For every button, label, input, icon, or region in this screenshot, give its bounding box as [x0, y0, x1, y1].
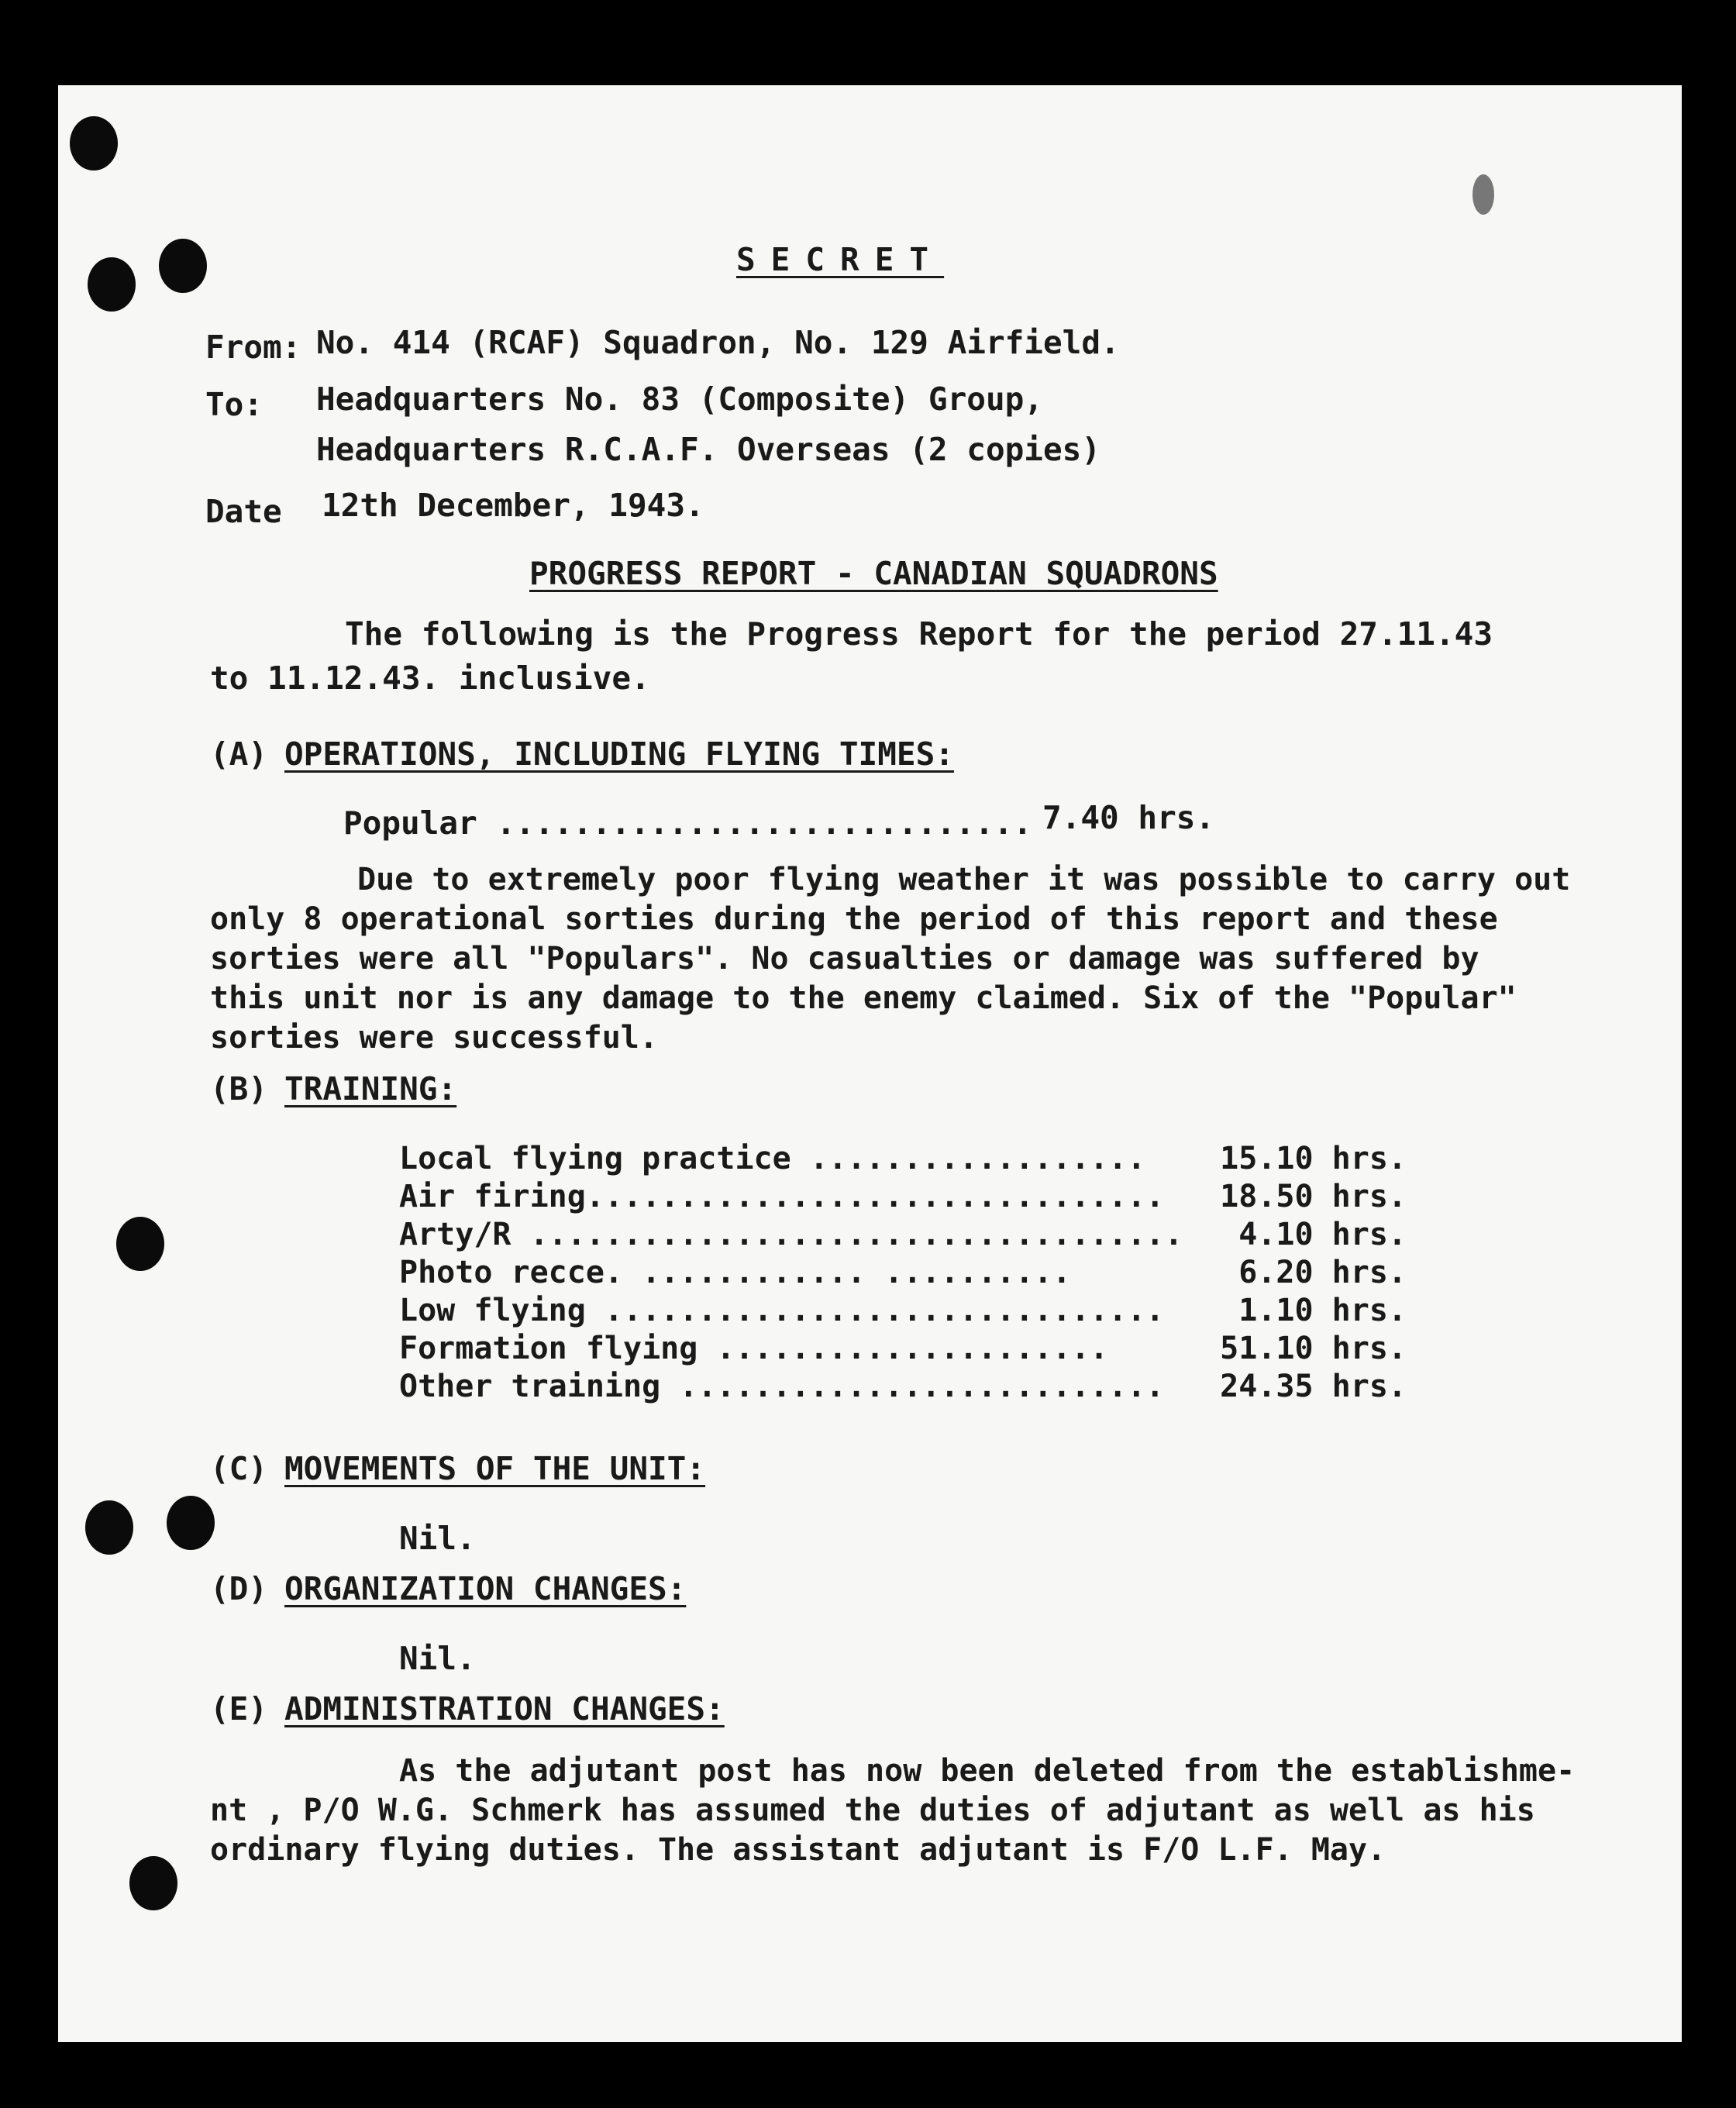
- punch-hole: [129, 1856, 177, 1910]
- from-label: From:: [205, 329, 301, 366]
- training-label: Formation flying .....................: [399, 1331, 1109, 1366]
- operations-line-1: Due to extremely poor flying weather it was possible to carry out: [357, 862, 1571, 897]
- section-e-letter: (E): [210, 1690, 268, 1727]
- section-b-heading: TRAINING:: [284, 1070, 457, 1107]
- section-a-heading: OPERATIONS, INCLUDING FLYING TIMES:: [284, 735, 954, 773]
- training-value: 15.10 hrs.: [1220, 1141, 1407, 1176]
- training-label: Low flying ..............................: [399, 1293, 1165, 1328]
- report-title: PROGRESS REPORT - CANADIAN SQUADRONS: [529, 555, 1218, 592]
- training-row: [399, 1369, 1407, 1406]
- section-c-value: Nil.: [399, 1520, 476, 1557]
- administration-line-1: As the adjutant post has now been deleted from the establishme-: [399, 1753, 1576, 1789]
- administration-line-2: nt , P/O W.G. Schmerk has assumed the duties of adjutant as well as his: [210, 1793, 1535, 1828]
- training-value: 6.20 hrs.: [1238, 1255, 1407, 1290]
- to-label: To:: [205, 386, 264, 423]
- administration-paragraph: [210, 1752, 1575, 1870]
- training-row: [399, 1141, 1407, 1178]
- administration-line-3: ordinary flying duties. The assistant adjutant is F/O L.F. May.: [210, 1832, 1386, 1868]
- date-value: 12th December, 1943.: [322, 487, 704, 524]
- training-row: [399, 1217, 1407, 1254]
- training-value: 51.10 hrs.: [1220, 1331, 1407, 1366]
- operations-line-4: this unit nor is any damage to the enemy claimed. Six of the "Popular": [210, 980, 1517, 1016]
- section-c-heading: MOVEMENTS OF THE UNIT:: [284, 1450, 706, 1487]
- training-label: Other training ..........................: [399, 1369, 1165, 1404]
- section-a-letter: (A): [210, 735, 268, 773]
- training-value: 1.10 hrs.: [1238, 1293, 1407, 1328]
- section-d-letter: (D): [210, 1570, 268, 1607]
- training-row: [399, 1293, 1407, 1330]
- training-label: Local flying practice ..................: [399, 1141, 1146, 1176]
- operations-paragraph: [210, 860, 1570, 1058]
- section-d-value: Nil.: [399, 1640, 476, 1677]
- section-d-heading: ORGANIZATION CHANGES:: [284, 1570, 687, 1607]
- popular-value: 7.40 hrs.: [1042, 799, 1215, 836]
- training-row: [399, 1179, 1407, 1216]
- training-label: Photo recce. ............ ..........: [399, 1255, 1071, 1290]
- training-value: 24.35 hrs.: [1220, 1369, 1407, 1404]
- training-value: 4.10 hrs.: [1238, 1217, 1407, 1252]
- training-row: [399, 1331, 1407, 1368]
- punch-hole: [116, 1217, 164, 1271]
- popular-label: Popular ............................: [343, 804, 1032, 842]
- punch-hole: [70, 116, 118, 170]
- section-c-letter: (C): [210, 1450, 268, 1487]
- from-value: No. 414 (RCAF) Squadron, No. 129 Airfield.: [316, 324, 1120, 361]
- punch-hole: [167, 1496, 215, 1550]
- punch-hole: [159, 239, 207, 293]
- intro-line-1: The following is the Progress Report for the period 27.11.43: [345, 615, 1493, 653]
- to-value-line-1: Headquarters No. 83 (Composite) Group,: [316, 381, 1043, 418]
- training-label: Arty/R ...................................: [399, 1217, 1183, 1252]
- operations-line-5: sorties were successful.: [210, 1020, 658, 1056]
- training-value: 18.50 hrs.: [1220, 1179, 1407, 1214]
- training-row: [399, 1255, 1407, 1292]
- classification-marking: SECRET: [736, 241, 945, 278]
- date-label: Date: [205, 493, 282, 530]
- intro-line-2: to 11.12.43. inclusive.: [210, 660, 650, 697]
- operations-line-3: sorties were all "Populars". No casualties or damage was suffered by: [210, 941, 1479, 976]
- training-label: Air firing...............................: [399, 1179, 1165, 1214]
- document-page: [58, 85, 1682, 2042]
- to-value-line-2: Headquarters R.C.A.F. Overseas (2 copies): [316, 431, 1101, 468]
- punch-hole: [85, 1500, 133, 1555]
- punch-hole: [88, 257, 136, 312]
- ink-blot: [1472, 174, 1494, 215]
- section-e-heading: ADMINISTRATION CHANGES:: [284, 1690, 725, 1727]
- operations-line-2: only 8 operational sorties during the period of this report and these: [210, 901, 1498, 937]
- section-b-letter: (B): [210, 1070, 268, 1107]
